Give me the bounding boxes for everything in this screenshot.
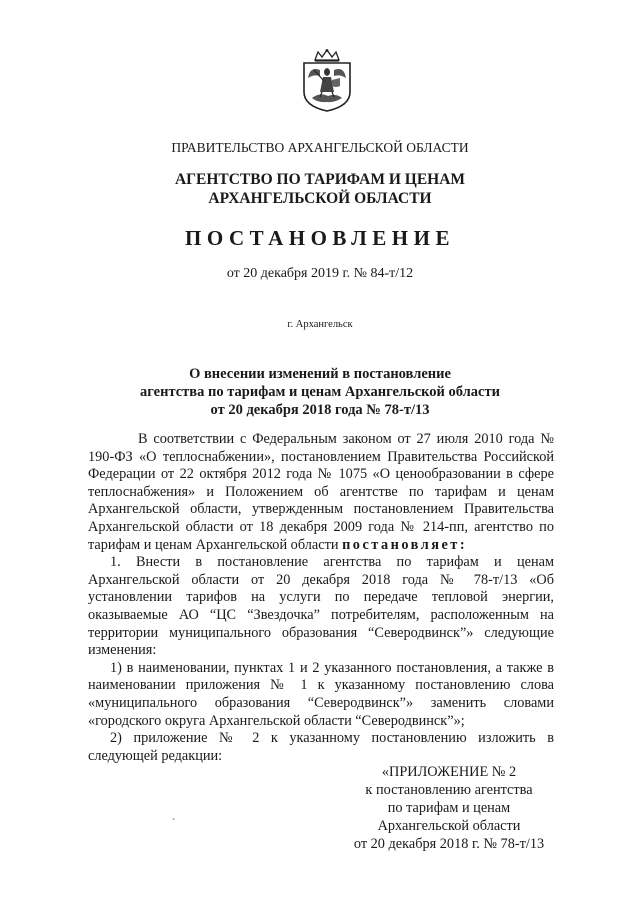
- body-paragraph-1: [88, 431, 554, 554]
- body-paragraph-4: 2) приложение № 2 к указанному постановлению изложить в следующей редакции:: [88, 730, 554, 764]
- appendix-line3: по тарифам и ценам: [387, 800, 511, 816]
- agency-name-line2: АРХАНГЕЛЬСКОЙ ОБЛАСТИ: [208, 190, 432, 207]
- document-date-number: от 20 декабря 2019 г. № 84-т/12: [226, 266, 414, 281]
- document-title-line3: от 20 декабря 2018 года № 78-т/13: [210, 402, 430, 418]
- body-paragraph-1-text: В соответствии с Федеральным законом от 27 июля 2010 года № 190-ФЗ «О теплоснабжении», постановлением Правительства Российской Федерации от 22 октября 2012 года № 1075 «О ценообразовании в сфере теплоснабжения» и Положением об агентстве по тарифам и ценам Архангельской области, утвержденным постановлением Правительства Архангельской области от 18 декабря 2009 года № 214-пп, агентство по тарифам и ценам Архангельской области: [88, 431, 554, 553]
- resolves-word: постановляет:: [342, 536, 468, 553]
- document-body: [88, 431, 554, 765]
- document-city: г. Архангельск: [287, 319, 353, 330]
- body-paragraph-3: 1) в наименовании, пунктах 1 и 2 указанного постановления, а также в наименовании приложения № 1 к указанному постановлению слова «муниципального образования “Северодвинск”» заменить словами «городского округа Архангельской области “Северодвинск”»;: [88, 659, 554, 729]
- document-title-line2: агентства по тарифам и ценам Архангельской области: [140, 384, 500, 400]
- appendix-line1: «ПРИЛОЖЕНИЕ № 2: [381, 764, 517, 780]
- document-title: [0, 365, 640, 419]
- appendix-header: [330, 763, 568, 853]
- document-title-line1: О внесении изменений в постановление: [189, 366, 451, 382]
- appendix-line2: к постановлению агентства: [365, 782, 533, 798]
- document-type: ПОСТАНОВЛЕНИЕ: [185, 226, 455, 250]
- appendix-line4: Архангельской области: [377, 818, 521, 834]
- body-paragraph-2: 1. Внести в постановление агентства по тарифам и ценам Архангельской области от 20 декабря 2018 года № 78-т/13 «Об установлении тарифов на услуги по передаче тепловой энергии, оказываемые АО “ЦС “Звездочка” потребителям, расположенным на территории муниципального образования “Северодвинск”» следующие изменения:: [88, 554, 554, 659]
- government-name: ПРАВИТЕЛЬСТВО АРХАНГЕЛЬСКОЙ ОБЛАСТИ: [171, 140, 469, 155]
- coat-of-arms-icon: [298, 48, 356, 112]
- stray-mark: ˋ: [172, 818, 176, 829]
- appendix-line5: от 20 декабря 2018 г. № 78-т/13: [353, 836, 545, 852]
- agency-name-line1: АГЕНТСТВО ПО ТАРИФАМ И ЦЕНАМ: [174, 171, 466, 188]
- agency-name: [0, 170, 640, 208]
